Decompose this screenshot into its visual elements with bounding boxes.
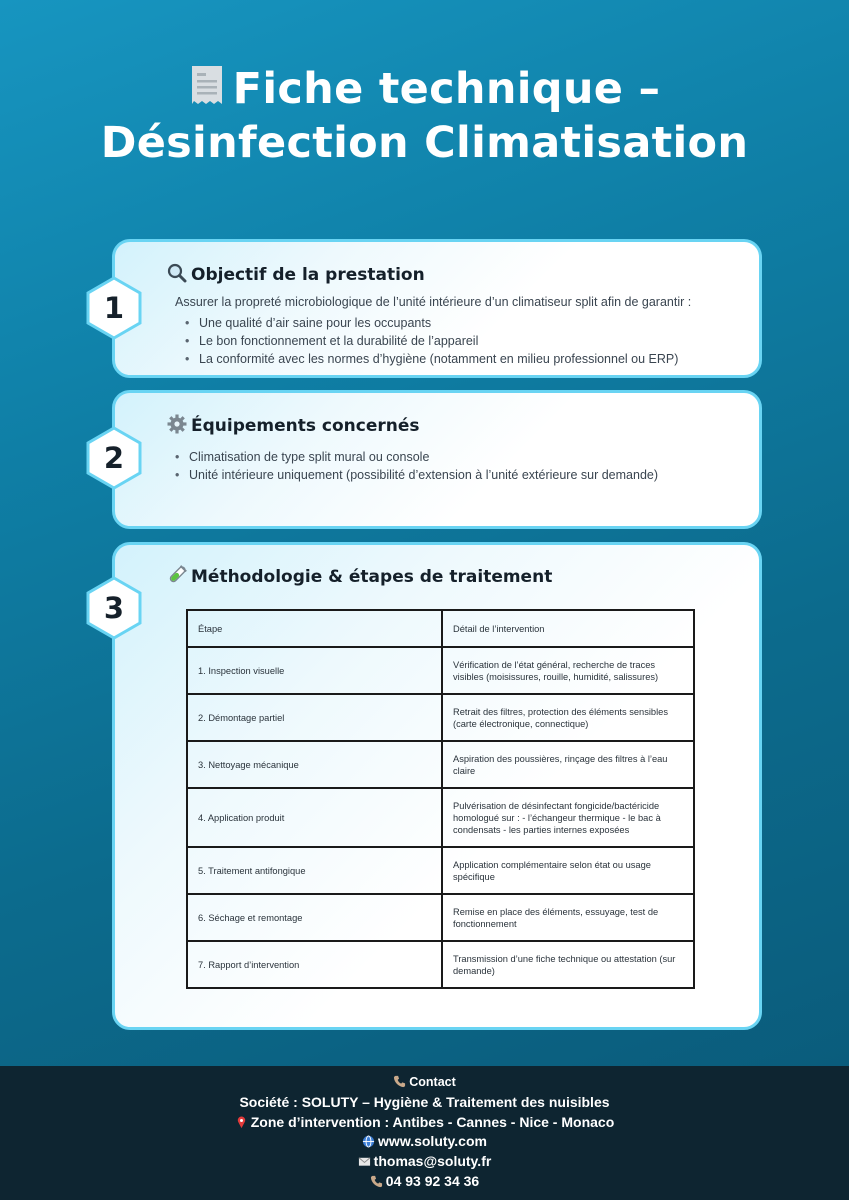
- step-cell: 2. Démontage partiel: [187, 694, 442, 741]
- phone-icon: [393, 1075, 406, 1088]
- section-title: [167, 263, 425, 285]
- zone-line: [0, 1113, 849, 1133]
- page-title: [0, 62, 849, 170]
- list-item: • Une qualité d’air saine pour les occupants: [185, 314, 678, 332]
- section-intro: Assurer la propreté microbiologique de l’unité intérieure d’un climatiseur split afin de garantir :: [175, 295, 692, 309]
- section-methodology: [112, 542, 762, 1030]
- globe-icon: [362, 1134, 375, 1147]
- section-title: [167, 414, 420, 436]
- section-title-text: Équipements concernés: [191, 416, 420, 436]
- detail-cell: Aspiration des poussières, rinçage des filtres à l’eau claire: [442, 741, 694, 788]
- table-row: [187, 941, 694, 988]
- step-badge-1: [86, 276, 142, 340]
- email-line[interactable]: [0, 1152, 849, 1172]
- step-cell: 5. Traitement antifongique: [187, 847, 442, 894]
- contact-heading: [0, 1073, 849, 1093]
- phone-icon: [370, 1174, 383, 1187]
- step-cell: 3. Nettoyage mécanique: [187, 741, 442, 788]
- section-objective: [112, 239, 762, 378]
- step-cell: 7. Rapport d’intervention: [187, 941, 442, 988]
- step-number: 2: [103, 441, 125, 475]
- magnifier-icon: [167, 263, 187, 283]
- detail-cell: Vérification de l’état général, recherche de traces visibles (moisissures, rouille, humidité, salissures): [442, 647, 694, 694]
- step-cell: 6. Séchage et remontage: [187, 894, 442, 941]
- phone-line[interactable]: [0, 1172, 849, 1192]
- title-text-1: Fiche technique –: [232, 64, 661, 114]
- contact-label: Contact: [409, 1075, 456, 1089]
- website-link[interactable]: www.soluty.com: [378, 1133, 487, 1150]
- table-row: [187, 741, 694, 788]
- list-item: • Le bon fonctionnement et la durabilité de l’appareil: [185, 332, 678, 350]
- table-row: [187, 894, 694, 941]
- section-title-text: Méthodologie & étapes de traitement: [191, 567, 553, 587]
- table-row: [187, 694, 694, 741]
- step-cell: 1. Inspection visuelle: [187, 647, 442, 694]
- zone-text: Zone d’intervention : Antibes - Cannes - Nice - Monaco: [250, 1113, 615, 1130]
- detail-cell: Remise en place des éléments, essuyage, test de fonctionnement: [442, 894, 694, 941]
- website-line[interactable]: [0, 1132, 849, 1152]
- footer-contact: [0, 1066, 849, 1200]
- company-line: Société : SOLUTY – Hygiène & Traitement des nuisibles: [239, 1093, 610, 1110]
- step-badge-2: [86, 426, 142, 490]
- section-equipment: [112, 390, 762, 529]
- step-cell: 4. Application produit: [187, 788, 442, 847]
- list-item: • Unité intérieure uniquement (possibilité d’extension à l’unité extérieure sur demande): [175, 466, 658, 484]
- column-header-detail: Détail de l’intervention: [442, 610, 694, 647]
- table-row: [187, 788, 694, 847]
- phone-number[interactable]: 04 93 92 34 36: [385, 1172, 480, 1189]
- detail-cell: Transmission d’une fiche technique ou attestation (sur demande): [442, 941, 694, 988]
- detail-cell: Retrait des filtres, protection des éléments sensibles (carte électronique, connectique): [442, 694, 694, 741]
- step-number: 1: [103, 291, 125, 325]
- email-link[interactable]: thomas@soluty.fr: [373, 1153, 492, 1170]
- step-number: 3: [103, 591, 125, 625]
- section-title: [167, 565, 552, 587]
- column-header-step: Étape: [187, 610, 442, 647]
- table-row: [187, 647, 694, 694]
- detail-cell: Application complémentaire selon état ou usage spécifique: [442, 847, 694, 894]
- gear-icon: [167, 414, 187, 434]
- list-item: • Climatisation de type split mural ou console: [175, 448, 658, 466]
- section-title-text: Objectif de la prestation: [191, 265, 425, 285]
- table-header-row: [187, 610, 694, 647]
- test-tube-icon: [167, 565, 187, 585]
- steps-table: [186, 609, 695, 989]
- equipment-list: [175, 448, 658, 484]
- list-item: • La conformité avec les normes d’hygiène (notamment en milieu professionnel ou ERP): [185, 350, 678, 368]
- title-line-2: Désinfection Climatisation: [100, 118, 749, 168]
- title-line-1: [0, 62, 849, 116]
- table-row: [187, 847, 694, 894]
- step-badge-3: [86, 576, 142, 640]
- detail-cell: Pulvérisation de désinfectant fongicide/bactéricide homologué sur : - l’échangeur thermique - le bac à condensats - les parties internes exposées: [442, 788, 694, 847]
- objective-list: [185, 314, 678, 368]
- document-icon: [189, 64, 225, 108]
- envelope-icon: [358, 1154, 371, 1167]
- pin-icon: [235, 1115, 248, 1128]
